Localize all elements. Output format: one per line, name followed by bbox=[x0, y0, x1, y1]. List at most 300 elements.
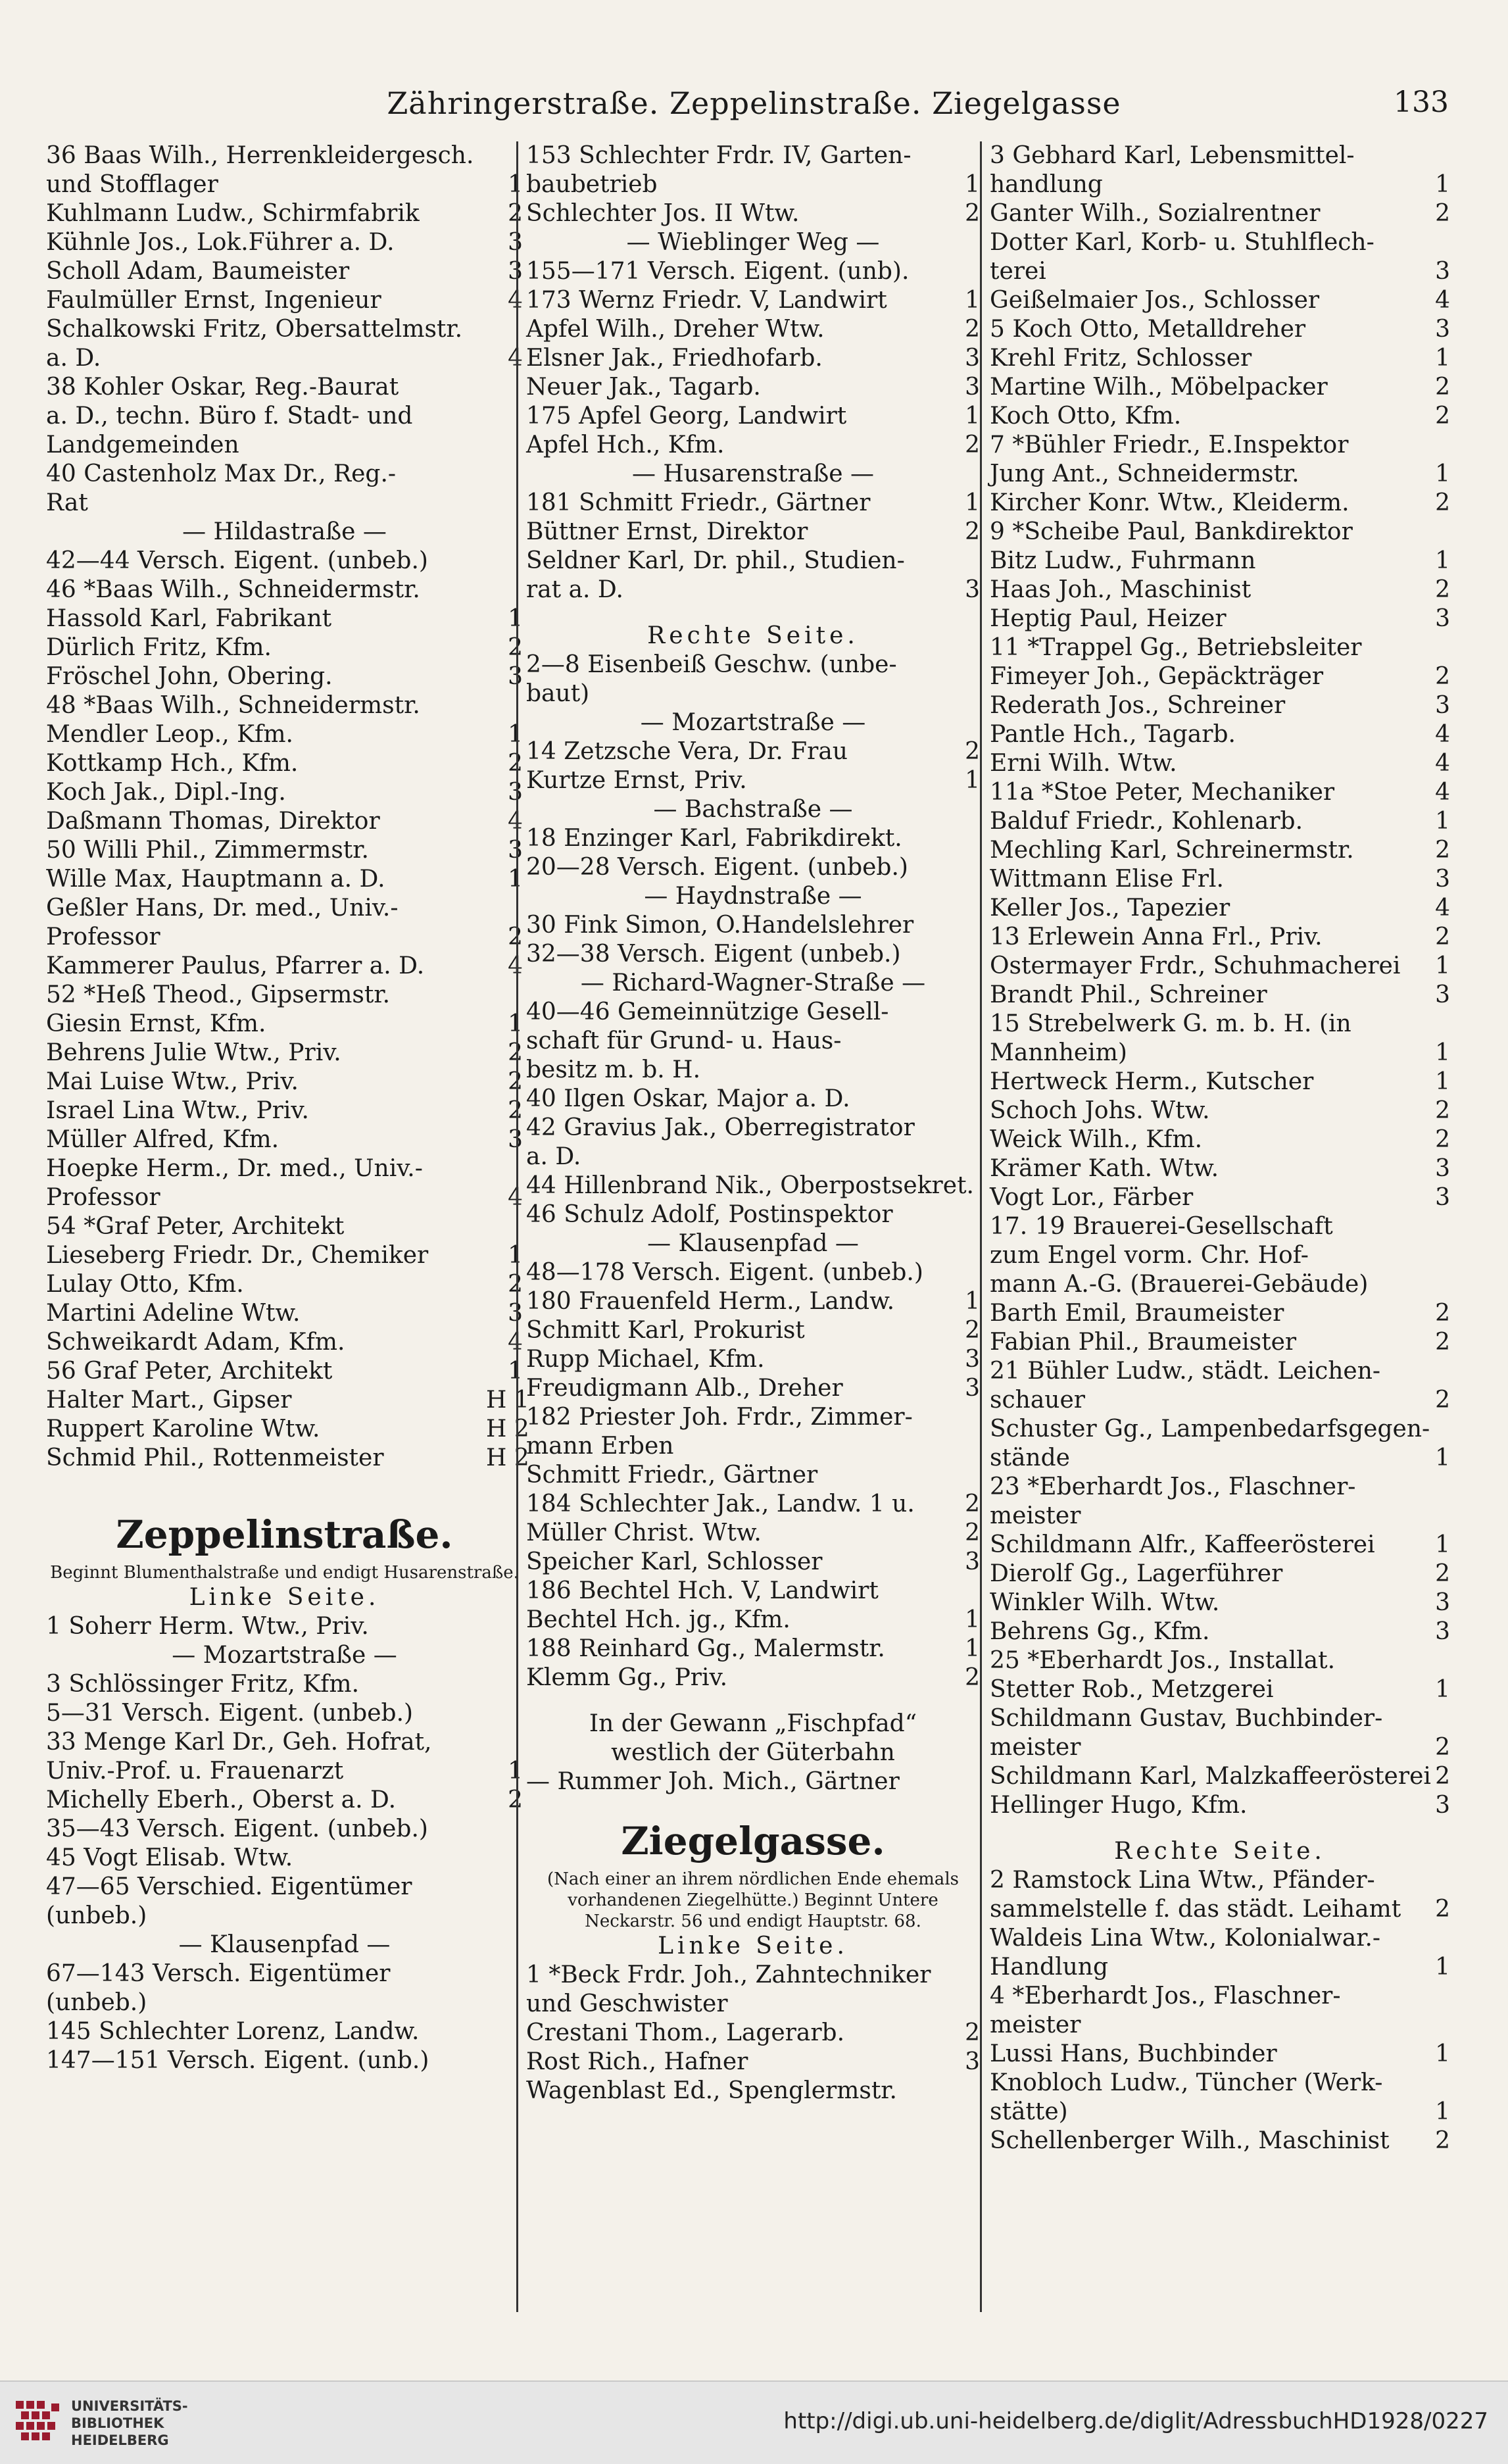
entry-floor: 3 bbox=[965, 345, 980, 372]
entry-text: 1 *Beck Frdr. Joh., Zahntechniker bbox=[526, 1961, 931, 1988]
entry-floor: 3 bbox=[508, 1126, 523, 1153]
directory-entry bbox=[990, 141, 1450, 170]
entry-text: 32—38 Versch. Eigent (unbeb.) bbox=[526, 941, 901, 968]
column-middle bbox=[516, 141, 980, 2312]
entry-text: a. D. bbox=[46, 345, 101, 372]
directory-entry bbox=[526, 315, 980, 344]
directory-entry bbox=[526, 1606, 980, 1635]
entry-floor bbox=[943, 1200, 980, 1229]
directory-entry bbox=[46, 228, 523, 257]
entry-text: 3 Gebhard Karl, Lebensmittel- bbox=[990, 142, 1355, 169]
directory-entry bbox=[990, 315, 1450, 344]
entry-floor: 1 bbox=[965, 1606, 980, 1633]
entry-text: 18 Enzinger Karl, Fabrikdirekt. bbox=[526, 825, 902, 852]
directory-entry bbox=[990, 2098, 1450, 2127]
cross-street: — Richard-Wagner-Straße — bbox=[580, 970, 926, 997]
entry-floor: 2 bbox=[1435, 1896, 1450, 1923]
entry-text: Stetter Rob., Metzgerei bbox=[990, 1676, 1274, 1703]
entry-text: Kurtze Ernst, Priv. bbox=[526, 767, 747, 794]
entry-floor bbox=[1413, 1212, 1450, 1241]
entry-floor bbox=[943, 257, 980, 286]
cross-street: — Haydnstraße — bbox=[644, 883, 862, 910]
entry-text: Scholl Adam, Baumeister bbox=[46, 258, 350, 285]
entry-text: Giesin Ernst, Kfm. bbox=[46, 1010, 266, 1037]
entry-text: Elsner Jak., Friedhofarb. bbox=[526, 345, 823, 372]
directory-entry bbox=[46, 286, 523, 315]
directory-entry bbox=[526, 853, 980, 882]
entry-floor: 2 bbox=[1435, 374, 1450, 401]
entry-text: Wille Max, Hauptmann a. D. bbox=[46, 866, 385, 893]
directory-entry bbox=[990, 1183, 1450, 1212]
entry-floor: 2 bbox=[965, 431, 980, 458]
cross-street: In der Gewann „Fischpfad“ bbox=[589, 1710, 917, 1737]
entry-text: 13 Erlewein Anna Frl., Priv. bbox=[990, 924, 1323, 950]
directory-entry bbox=[46, 1444, 529, 1473]
entry-text: Ostermayer Frdr., Schuhmacherei bbox=[990, 952, 1401, 979]
directory-entry bbox=[990, 1953, 1450, 1982]
directory-entry bbox=[46, 1386, 529, 1415]
entry-floor: 2 bbox=[508, 634, 523, 661]
entry-text: Dotter Karl, Korb- u. Stuhlflech- bbox=[990, 229, 1374, 256]
entry-text: Kuhlmann Ludw., Schirmfabrik bbox=[46, 200, 420, 227]
entry-text: Seldner Karl, Dr. phil., Studien- bbox=[526, 547, 905, 574]
entry-floor bbox=[1413, 518, 1450, 547]
directory-entry bbox=[46, 1212, 523, 1241]
entry-floor: 2 bbox=[1435, 663, 1450, 690]
directory-entry bbox=[46, 1299, 523, 1328]
entry-text: Lieseberg Friedr. Dr., Chemiker bbox=[46, 1242, 429, 1269]
spacer bbox=[526, 1692, 980, 1710]
entry-text: Schalkowski Fritz, Obersattelmstr. bbox=[46, 316, 463, 343]
entry-text: Israel Lina Wtw., Priv. bbox=[46, 1097, 309, 1124]
entry-text: Behrens Julie Wtw., Priv. bbox=[46, 1039, 341, 1066]
entry-floor: 2 bbox=[1435, 200, 1450, 227]
entry-floor: 1 bbox=[508, 605, 523, 632]
directory-entry bbox=[526, 1200, 980, 1229]
entry-text: meister bbox=[990, 1734, 1081, 1761]
entry-floor bbox=[943, 998, 980, 1027]
entry-floor: 3 bbox=[508, 837, 523, 864]
directory-entry bbox=[46, 1873, 523, 1902]
entry-floor: 3 bbox=[508, 258, 523, 285]
directory-entry bbox=[46, 489, 523, 518]
entry-text: und Geschwister bbox=[526, 1990, 728, 2017]
directory-entry bbox=[46, 1728, 523, 1757]
directory-entry bbox=[990, 431, 1450, 460]
entry-text: 56 Graf Peter, Architekt bbox=[46, 1358, 333, 1385]
directory-entry bbox=[990, 576, 1450, 604]
entry-text: 186 Bechtel Hch. V, Landwirt bbox=[526, 1577, 879, 1604]
entry-floor: H 2 bbox=[486, 1416, 529, 1442]
directory-entry bbox=[990, 228, 1450, 257]
street-title: Ziegelgasse. bbox=[621, 1819, 885, 1863]
directory-entry bbox=[526, 1085, 980, 1114]
entry-floor: H 1 bbox=[486, 1387, 529, 1414]
entry-text: Vogt Lor., Färber bbox=[990, 1184, 1194, 1211]
entry-text: Landgemeinden bbox=[46, 431, 239, 458]
directory-entry bbox=[990, 1502, 1450, 1531]
entry-floor bbox=[1413, 2069, 1450, 2098]
entry-floor bbox=[943, 1143, 980, 1171]
entry-floor bbox=[1413, 1473, 1450, 1502]
entry-text: Rat bbox=[46, 489, 88, 516]
directory-entry bbox=[990, 547, 1450, 576]
entry-floor: 1 bbox=[1435, 952, 1450, 979]
entry-floor: 2 bbox=[1435, 489, 1450, 516]
cross-street: — Bachstraße — bbox=[653, 796, 853, 823]
cross-street: — Klausenpfad — bbox=[178, 1931, 391, 1958]
directory-entry bbox=[46, 1757, 523, 1786]
entry-text: 54 *Graf Peter, Architekt bbox=[46, 1213, 345, 1240]
library-name-line: UNIVERSITÄTS- bbox=[71, 2398, 188, 2414]
library-logo-icon bbox=[13, 2398, 62, 2448]
directory-entry bbox=[46, 1270, 523, 1299]
directory-entry bbox=[990, 2040, 1450, 2069]
entry-text: 5 Koch Otto, Metalldreher bbox=[990, 316, 1306, 343]
entry-floor bbox=[1413, 1357, 1450, 1386]
directory-entry bbox=[990, 257, 1450, 286]
entry-floor: 2 bbox=[1435, 576, 1450, 603]
running-head: Zähringerstraße. Zeppelinstraße. Ziegelgasse bbox=[387, 86, 1121, 121]
entry-floor: 2 bbox=[508, 200, 523, 227]
entry-text: 5—31 Versch. Eigent. (unbeb.) bbox=[46, 1700, 414, 1727]
directory-entry bbox=[990, 170, 1450, 199]
entry-text: Martine Wilh., Möbelpacker bbox=[990, 374, 1328, 401]
directory-entry bbox=[526, 518, 980, 547]
directory-entry bbox=[46, 170, 523, 199]
directory-entry bbox=[46, 576, 523, 604]
entry-floor: 2 bbox=[1435, 1387, 1450, 1414]
entry-floor: 3 bbox=[965, 1548, 980, 1575]
entry-floor: 1 bbox=[1435, 460, 1450, 487]
entry-text: Kottkamp Hch., Kfm. bbox=[46, 750, 299, 777]
entry-text: 67—143 Versch. Eigentümer bbox=[46, 1960, 391, 1987]
entry-floor bbox=[943, 1056, 980, 1085]
entry-text: 47—65 Verschied. Eigentümer bbox=[46, 1873, 412, 1900]
entry-floor bbox=[943, 2077, 980, 2106]
entry-text: meister bbox=[990, 2011, 1081, 2038]
entry-floor bbox=[943, 853, 980, 882]
directory-entry bbox=[46, 1988, 523, 2017]
directory-entry bbox=[46, 431, 523, 460]
entry-text: 153 Schlechter Frdr. IV, Garten- bbox=[526, 142, 912, 169]
directory-entry bbox=[990, 2127, 1450, 2156]
entry-floor: 1 bbox=[965, 489, 980, 516]
entry-floor: 3 bbox=[1435, 316, 1450, 343]
entry-text: Koch Otto, Kfm. bbox=[990, 403, 1182, 430]
entry-text: Schmitt Karl, Prokurist bbox=[526, 1317, 805, 1344]
entry-floor: 1 bbox=[965, 767, 980, 794]
entry-text: stätte) bbox=[990, 2098, 1068, 2125]
entry-floor bbox=[943, 547, 980, 576]
entry-floor bbox=[943, 1403, 980, 1432]
entry-text: 11 *Trappel Gg., Betriebsleiter bbox=[990, 634, 1362, 661]
directory-entry bbox=[990, 1444, 1450, 1473]
entry-floor: 1 bbox=[1435, 808, 1450, 835]
entry-text: 48—178 Versch. Eigent. (unbeb.) bbox=[526, 1259, 923, 1286]
entry-text: schaft für Grund- u. Haus- bbox=[526, 1027, 842, 1054]
directory-entry bbox=[46, 1241, 523, 1270]
entry-text: Fabian Phil., Braumeister bbox=[990, 1329, 1297, 1356]
entry-floor: 4 bbox=[1435, 895, 1450, 922]
spacer bbox=[46, 1490, 523, 1507]
directory-entry bbox=[526, 489, 980, 518]
entry-floor bbox=[1430, 1415, 1450, 1444]
entry-text: 35—43 Versch. Eigent. (unbeb.) bbox=[46, 1815, 428, 1842]
directory-entry bbox=[526, 1519, 980, 1548]
entry-text: 36 Baas Wilh., Herrenkleidergesch. bbox=[46, 142, 474, 169]
entry-floor: 2 bbox=[1435, 403, 1450, 430]
entry-floor bbox=[1413, 1866, 1450, 1895]
entry-text: Professor bbox=[46, 1184, 160, 1211]
entry-floor bbox=[1413, 1646, 1450, 1675]
directory-entry bbox=[46, 720, 523, 749]
entry-floor: 2 bbox=[508, 750, 523, 777]
directory-entry bbox=[990, 1704, 1450, 1733]
entry-text: sammelstelle f. das städt. Leihamt bbox=[990, 1896, 1401, 1923]
entry-text: Koch Jak., Dipl.-Ing. bbox=[46, 779, 286, 806]
directory-entry bbox=[990, 1125, 1450, 1154]
cross-street: westlich der Güterbahn bbox=[611, 1739, 895, 1766]
entry-floor: 1 bbox=[965, 287, 980, 314]
entry-floor: 2 bbox=[1435, 1560, 1450, 1587]
entry-text: besitz m. b. H. bbox=[526, 1056, 701, 1083]
directory-entry bbox=[990, 489, 1450, 518]
directory-entry bbox=[526, 2048, 980, 2077]
entry-floor bbox=[1413, 1010, 1450, 1039]
entry-floor bbox=[943, 1114, 980, 1143]
entry-text: Wagenblast Ed., Spenglermstr. bbox=[526, 2077, 897, 2104]
entry-floor: 2 bbox=[1435, 1734, 1450, 1761]
directory-entry bbox=[990, 2069, 1450, 2098]
entry-text: Bechtel Hch. jg., Kfm. bbox=[526, 1606, 790, 1633]
street-description: Beginnt Blumenthalstraße und endigt Husarenstraße. bbox=[50, 1563, 519, 1583]
entry-floor: 2 bbox=[508, 1039, 523, 1066]
entry-text: Lulay Otto, Kfm. bbox=[46, 1271, 244, 1298]
directory-entry bbox=[990, 952, 1450, 981]
entry-text: Neuer Jak., Tagarb. bbox=[526, 374, 761, 401]
entry-floor bbox=[1413, 2011, 1450, 2040]
entry-floor: 1 bbox=[1435, 1444, 1450, 1471]
entry-text: Schildmann Karl, Malzkaffeerösterei bbox=[990, 1763, 1431, 1790]
street-side-heading: Rechte Seite. bbox=[1114, 1838, 1326, 1865]
directory-entry bbox=[526, 1143, 980, 1171]
directory-entry bbox=[46, 894, 523, 923]
entry-text: Schellenberger Wilh., Maschinist bbox=[990, 2127, 1390, 2154]
entry-floor: 2 bbox=[965, 738, 980, 765]
entry-text: Freudigmann Alb., Dreher bbox=[526, 1375, 843, 1402]
entry-floor: 2 bbox=[508, 1271, 523, 1298]
entry-text: 7 *Bühler Friedr., E.Inspektor bbox=[990, 431, 1349, 458]
entry-floor: 1 bbox=[1435, 2098, 1450, 2125]
entry-floor: 4 bbox=[508, 1184, 523, 1211]
directory-entry bbox=[526, 940, 980, 969]
directory-entry bbox=[990, 1924, 1450, 1953]
directory-entry bbox=[990, 1270, 1450, 1299]
entry-floor: 2 bbox=[508, 1097, 523, 1124]
entry-text: Geßler Hans, Dr. med., Univ.- bbox=[46, 895, 399, 922]
entry-text: Rost Rich., Hafner bbox=[526, 2048, 748, 2075]
cross-street: — Klausenpfad — bbox=[647, 1230, 859, 1257]
entry-floor: 4 bbox=[508, 808, 523, 835]
entry-text: stände bbox=[990, 1444, 1070, 1471]
entry-text: terei bbox=[990, 258, 1046, 285]
directory-entry bbox=[526, 1461, 980, 1490]
entry-floor: 2 bbox=[1435, 1300, 1450, 1327]
entry-text: 14 Zetzsche Vera, Dr. Frau bbox=[526, 738, 848, 765]
entry-text: 188 Reinhard Gg., Malermstr. bbox=[526, 1635, 885, 1662]
entry-text: Faulmüller Ernst, Ingenieur bbox=[46, 287, 381, 314]
directory-entry bbox=[990, 1154, 1450, 1183]
entry-floor: 3 bbox=[1435, 692, 1450, 719]
entry-floor: 4 bbox=[508, 952, 523, 979]
directory-entry bbox=[526, 1490, 980, 1519]
entry-floor: 3 bbox=[965, 1346, 980, 1373]
entry-text: Rupp Michael, Kfm. bbox=[526, 1346, 765, 1373]
entry-text: 40 Ilgen Oskar, Major a. D. bbox=[526, 1085, 850, 1112]
entry-floor: 3 bbox=[508, 663, 523, 690]
entry-text: 9 *Scheibe Paul, Bankdirektor bbox=[990, 518, 1353, 545]
entry-floor: 1 bbox=[508, 1242, 523, 1269]
entry-text: Schmid Phil., Rottenmeister bbox=[46, 1444, 384, 1471]
entry-floor: 2 bbox=[965, 2019, 980, 2046]
entry-text: Waldeis Lina Wtw., Kolonialwar.- bbox=[990, 1925, 1381, 1952]
entry-text: Rederath Jos., Schreiner bbox=[990, 692, 1286, 719]
directory-entry bbox=[990, 778, 1450, 807]
directory-entry bbox=[526, 1171, 980, 1200]
entry-text: Mendler Leop., Kfm. bbox=[46, 721, 293, 748]
directory-entry bbox=[990, 2011, 1450, 2040]
directory-entry bbox=[526, 824, 980, 853]
entry-text: Heptig Paul, Heizer bbox=[990, 605, 1227, 632]
entry-text: 21 Bühler Ludw., städt. Leichen- bbox=[990, 1358, 1381, 1385]
directory-entry bbox=[46, 865, 523, 894]
entry-text: 181 Schmitt Friedr., Gärtner bbox=[526, 489, 871, 516]
directory-entry bbox=[990, 1241, 1450, 1270]
entry-floor: 2 bbox=[1435, 2127, 1450, 2154]
entry-floor: 2 bbox=[965, 316, 980, 343]
directory-entry bbox=[990, 749, 1450, 778]
entry-text: Schoch Johs. Wtw. bbox=[990, 1097, 1210, 1124]
entry-text: Michelly Eberh., Oberst a. D. bbox=[46, 1786, 397, 1813]
entry-text: Lussi Hans, Buchbinder bbox=[990, 2040, 1277, 2067]
entry-text: 23 *Eberhardt Jos., Flaschner- bbox=[990, 1473, 1356, 1500]
directory-entry bbox=[46, 1068, 523, 1096]
entry-text: Halter Mart., Gipser bbox=[46, 1387, 292, 1414]
entry-text: Büttner Ernst, Direktor bbox=[526, 518, 808, 545]
directory-entry bbox=[46, 257, 523, 286]
entry-text: 50 Willi Phil., Zimmermstr. bbox=[46, 837, 369, 864]
entry-text: Martini Adeline Wtw. bbox=[46, 1300, 301, 1327]
directory-entry bbox=[526, 199, 980, 228]
directory-entry bbox=[990, 1589, 1450, 1617]
directory-entry bbox=[990, 923, 1450, 952]
cross-street: — Wieblinger Weg — bbox=[626, 229, 880, 256]
entry-text: Schuster Gg., Lampenbedarfsgegen- bbox=[990, 1416, 1430, 1442]
entry-text: zum Engel vorm. Chr. Hof- bbox=[990, 1242, 1309, 1269]
spacer bbox=[990, 1820, 1450, 1837]
entry-text: Hellinger Hugo, Kfm. bbox=[990, 1792, 1248, 1819]
directory-entry bbox=[526, 1316, 980, 1345]
entry-text: 48 *Baas Wilh., Schneidermstr. bbox=[46, 692, 420, 719]
entry-text: Mechling Karl, Schreinermstr. bbox=[990, 837, 1354, 864]
entry-text: Fröschel John, Obering. bbox=[46, 663, 333, 690]
entry-text: Ruppert Karoline Wtw. bbox=[46, 1416, 320, 1442]
entry-text: 2—8 Eisenbeiß Geschw. (unbe- bbox=[526, 651, 897, 678]
directory-entry: — Rummer Joh. Mich., Gärtner bbox=[526, 1768, 900, 1795]
entry-text: Crestani Thom., Lagerarb. bbox=[526, 2019, 845, 2046]
entry-text: Schildmann Gustav, Buchbinder- bbox=[990, 1705, 1383, 1732]
directory-entry bbox=[990, 1895, 1450, 1924]
directory-entry bbox=[990, 836, 1450, 865]
entry-text: meister bbox=[990, 1502, 1081, 1529]
entry-text: Wittmann Elise Frl. bbox=[990, 866, 1224, 893]
entry-floor: 1 bbox=[508, 171, 523, 198]
entry-text: (unbeb.) bbox=[46, 1902, 147, 1929]
directory-entry bbox=[46, 1039, 523, 1068]
directory-entry bbox=[46, 199, 523, 228]
directory-entry bbox=[526, 2077, 980, 2106]
entry-floor bbox=[1413, 1502, 1450, 1531]
directory-entry bbox=[46, 460, 523, 489]
entry-text: 40 Castenholz Max Dr., Reg.- bbox=[46, 460, 397, 487]
entry-text: Schlechter Jos. II Wtw. bbox=[526, 200, 800, 227]
directory-entry bbox=[46, 2017, 523, 2046]
entry-floor bbox=[943, 1085, 980, 1114]
directory-entry bbox=[990, 1733, 1450, 1762]
entry-text: 42—44 Versch. Eigent. (unbeb.) bbox=[46, 547, 428, 574]
directory-entry bbox=[46, 2046, 523, 2075]
library-name bbox=[71, 2398, 242, 2449]
directory-entry bbox=[46, 981, 523, 1010]
entry-floor: 3 bbox=[508, 779, 523, 806]
library-footer bbox=[0, 2380, 1508, 2464]
entry-floor: 4 bbox=[508, 287, 523, 314]
directory-entry bbox=[990, 344, 1450, 373]
directory-entry bbox=[46, 691, 523, 720]
directory-entry bbox=[526, 1432, 980, 1461]
entry-text: 17. 19 Brauerei-Gesellschaft bbox=[990, 1213, 1333, 1240]
directory-entry bbox=[990, 894, 1450, 923]
entry-text: Hoepke Herm., Dr. med., Univ.- bbox=[46, 1155, 423, 1182]
directory-entry bbox=[990, 1299, 1450, 1328]
entry-floor: 3 bbox=[965, 374, 980, 401]
entry-floor: 1 bbox=[508, 1358, 523, 1385]
entry-floor bbox=[943, 1461, 980, 1490]
entry-text: Klemm Gg., Priv. bbox=[526, 1664, 728, 1691]
spacer bbox=[526, 604, 980, 622]
entry-text: 52 *Heß Theod., Gipsermstr. bbox=[46, 981, 391, 1008]
entry-floor: 2 bbox=[508, 924, 523, 950]
source-url-link[interactable]: http://digi.ub.uni-heidelberg.de/diglit/AdressbuchHD1928/0227 bbox=[783, 2408, 1488, 2434]
directory-entry bbox=[990, 1386, 1450, 1415]
cross-street: — Mozartstraße — bbox=[640, 709, 866, 736]
directory-entry bbox=[526, 576, 980, 604]
directory-entry bbox=[990, 1982, 1450, 2011]
entry-text: 44 Hillenbrand Nik., Oberpostsekret. bbox=[526, 1172, 974, 1199]
entry-floor: 3 bbox=[1435, 1618, 1450, 1645]
entry-text: Haas Joh., Maschinist bbox=[990, 576, 1252, 603]
entry-floor bbox=[943, 1432, 980, 1461]
directory-entry bbox=[46, 1415, 529, 1444]
street-side-heading: Linke Seite. bbox=[658, 1933, 848, 1959]
directory-entry bbox=[526, 737, 980, 766]
entry-floor bbox=[943, 141, 980, 170]
directory-entry bbox=[526, 651, 980, 679]
directory-entry bbox=[526, 1287, 980, 1316]
directory-entry bbox=[526, 911, 980, 940]
directory-entry bbox=[46, 1612, 523, 1641]
